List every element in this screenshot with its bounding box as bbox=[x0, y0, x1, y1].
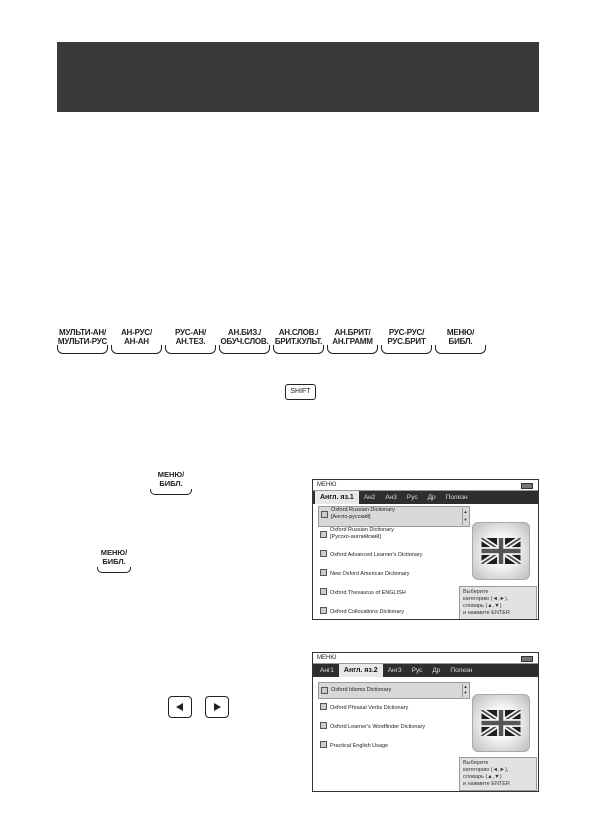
list-item[interactable] bbox=[318, 682, 470, 699]
menu-key-inline-2[interactable] bbox=[97, 548, 131, 573]
tab-dr[interactable]: Др bbox=[427, 494, 436, 501]
checkbox-icon bbox=[320, 569, 327, 576]
checkbox-icon bbox=[320, 741, 327, 748]
checkbox-icon bbox=[320, 607, 327, 614]
shift-key[interactable]: SHIFT bbox=[285, 384, 316, 400]
list-item[interactable] bbox=[318, 527, 470, 546]
key-label-bottom: БИБЛ. bbox=[102, 557, 126, 566]
key-label-top: МЕНЮ/ bbox=[157, 470, 185, 479]
hint-line: категорию (◄,►), bbox=[463, 767, 509, 773]
menu-key-inline-1[interactable] bbox=[150, 470, 192, 495]
key-label-bottom: ОБУЧ.СЛОВ. bbox=[220, 337, 269, 346]
item-line-1: Oxford Thesaurus of ENGLISH bbox=[330, 590, 406, 596]
item-line-1: Oxford Russian Dictionary bbox=[331, 507, 395, 513]
key-label-bottom: БРИТ.КУЛЬТ. bbox=[274, 337, 323, 346]
checkbox-icon bbox=[321, 687, 328, 694]
tab-polezn[interactable]: Полезн bbox=[445, 494, 468, 501]
battery-icon bbox=[521, 656, 533, 662]
item-line-1: Oxford Advanced Learner's Dictionary bbox=[330, 552, 423, 558]
key-label-top: АН.БИЗ./ bbox=[227, 328, 262, 337]
right-arrow-key[interactable] bbox=[205, 696, 229, 718]
list-item[interactable] bbox=[318, 603, 470, 620]
list-item[interactable] bbox=[318, 718, 470, 737]
key-label-top: РУС-АН/ bbox=[174, 328, 207, 337]
dictionary-list bbox=[318, 506, 470, 620]
list-item[interactable] bbox=[318, 584, 470, 603]
key-an-slov[interactable] bbox=[273, 328, 324, 354]
item-line-1: New Oxford American Dictionary bbox=[330, 571, 410, 577]
key-cap bbox=[327, 345, 378, 354]
tab-ang1[interactable]: Анг1 bbox=[320, 667, 334, 674]
item-line-2: [Русско-английский] bbox=[330, 534, 381, 540]
key-cap bbox=[57, 345, 108, 354]
list-item[interactable] bbox=[318, 506, 470, 527]
tab-an2[interactable]: Ан2 bbox=[363, 494, 376, 501]
item-line-1: Oxford Phrasal Verbs Dictionary bbox=[330, 705, 409, 711]
list-item[interactable] bbox=[318, 737, 470, 756]
tab-rus[interactable]: Рус bbox=[411, 667, 423, 674]
key-label-top: МУЛЬТИ-АН/ bbox=[59, 328, 106, 337]
checkbox-icon bbox=[320, 722, 327, 729]
item-line-2: [Англо-русский] bbox=[331, 514, 371, 520]
tab-an3[interactable]: Ан3 bbox=[385, 494, 397, 501]
list-item[interactable] bbox=[318, 565, 470, 584]
key-cap bbox=[97, 567, 131, 573]
key-label-top: АН.СЛОВ./ bbox=[278, 328, 319, 337]
key-an-biz[interactable] bbox=[219, 328, 270, 354]
device-screen-1 bbox=[312, 479, 539, 620]
key-an-rus[interactable] bbox=[111, 328, 162, 354]
item-line-1: Oxford Collocations Dictionary bbox=[330, 609, 404, 615]
key-label-top: МЕНЮ/ bbox=[100, 548, 128, 557]
checkbox-icon bbox=[320, 588, 327, 595]
hint-line: и нажмите ENTER bbox=[463, 781, 510, 787]
key-label-top: МЕНЮ/ bbox=[446, 328, 475, 337]
right-arrow-icon bbox=[212, 702, 222, 712]
device-screen-2 bbox=[312, 652, 539, 792]
hint-line: словарь (▲,▼) bbox=[463, 603, 502, 609]
uk-flag-icon bbox=[472, 522, 530, 580]
tab-dr[interactable]: Др bbox=[432, 667, 441, 674]
screen-tab-bar bbox=[313, 664, 538, 677]
item-line-1: Oxford Learner's Wordfinder Dictionary bbox=[330, 724, 426, 730]
key-label-bottom: АН.ГРАММ bbox=[332, 337, 373, 346]
key-cap bbox=[150, 489, 192, 495]
key-rus-an[interactable] bbox=[165, 328, 216, 354]
item-line-1: Oxford Russian Dictionary bbox=[330, 527, 394, 533]
checkbox-icon bbox=[320, 531, 327, 538]
hint-line: и нажмите ENTER bbox=[463, 610, 510, 616]
checkbox-icon bbox=[321, 511, 328, 518]
header-band bbox=[57, 42, 539, 112]
scroll-arrows-icon: ▲ ▼ bbox=[463, 684, 468, 695]
key-label-bottom: МУЛЬТИ-РУС bbox=[57, 337, 108, 346]
screen-title-text: МЕНЮ bbox=[317, 655, 337, 661]
key-an-brit[interactable] bbox=[327, 328, 378, 354]
battery-icon bbox=[521, 483, 533, 489]
checkbox-icon bbox=[320, 550, 327, 557]
key-label-top: АН.БРИТ/ bbox=[334, 328, 371, 337]
key-label-bottom: БИБЛ. bbox=[159, 479, 183, 488]
key-cap bbox=[273, 345, 324, 354]
item-line-1: Practical English Usage bbox=[330, 743, 389, 749]
hint-box bbox=[459, 757, 537, 791]
hint-line: Выберите bbox=[463, 589, 489, 595]
tab-rus[interactable]: Рус bbox=[406, 494, 418, 501]
key-label-top: АН-РУС/ bbox=[120, 328, 153, 337]
uk-flag-icon bbox=[472, 694, 530, 752]
tab-angl-1[interactable]: Англ. яз.1 bbox=[315, 491, 359, 504]
list-item[interactable] bbox=[318, 699, 470, 718]
key-cap bbox=[165, 345, 216, 354]
tab-polezn[interactable]: Полезн bbox=[450, 667, 473, 674]
list-item[interactable] bbox=[318, 546, 470, 565]
left-arrow-icon bbox=[175, 702, 185, 712]
key-cap bbox=[219, 345, 270, 354]
item-line-1: Oxford Idioms Dictionary bbox=[331, 687, 392, 693]
tab-angl-2[interactable]: Англ. яз.2 bbox=[339, 664, 383, 677]
scroll-arrows-icon: ▲ ▼ bbox=[462, 508, 468, 525]
key-label-bottom: АН-АН bbox=[124, 337, 149, 346]
key-cap bbox=[435, 345, 486, 354]
key-multi[interactable] bbox=[57, 328, 108, 354]
checkbox-icon bbox=[320, 703, 327, 710]
hint-line: Выберите bbox=[463, 760, 489, 766]
key-label-bottom: РУС.БРИТ bbox=[387, 337, 426, 346]
key-label-bottom: АН.ТЕЗ. bbox=[175, 337, 206, 346]
screen-title-text: МЕНЮ bbox=[317, 482, 337, 488]
key-rus-rus[interactable] bbox=[381, 328, 432, 354]
key-cap bbox=[111, 345, 162, 354]
left-arrow-key[interactable] bbox=[168, 696, 192, 718]
screen-title bbox=[313, 653, 538, 664]
hint-box bbox=[459, 586, 537, 620]
dictionary-list bbox=[318, 682, 470, 756]
key-menu-bibl[interactable] bbox=[435, 328, 486, 354]
screen-title bbox=[313, 480, 538, 491]
hint-line: категорию (◄,►), bbox=[463, 596, 509, 602]
screen-tab-bar bbox=[313, 491, 538, 504]
key-label-top: РУС-РУС/ bbox=[388, 328, 425, 337]
key-label-bottom: БИБЛ. bbox=[448, 337, 473, 346]
hint-line: словарь (▲,▼) bbox=[463, 774, 502, 780]
key-cap bbox=[381, 345, 432, 354]
tab-ang3[interactable]: Анг3 bbox=[387, 667, 402, 674]
